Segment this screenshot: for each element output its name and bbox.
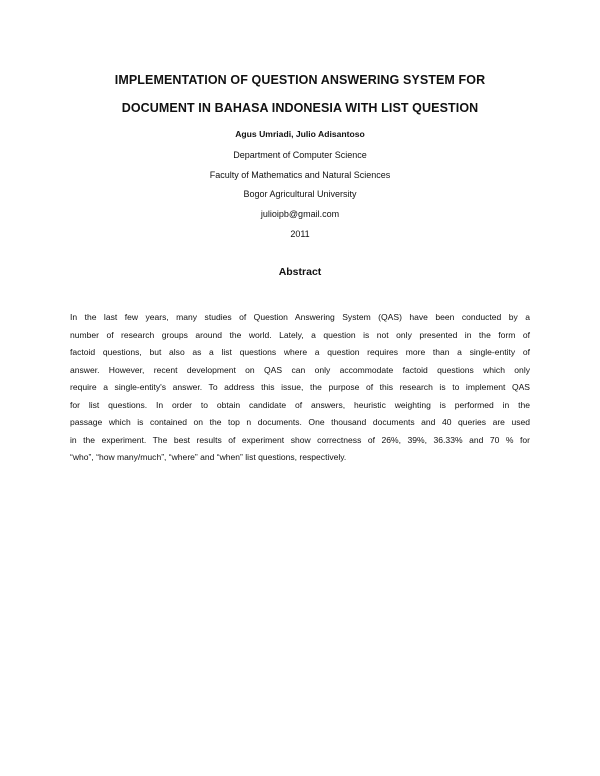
abstract-line: passage which is contained on the top n documents. One thousand documents and 40 queries are used — [70, 417, 530, 427]
abstract-body — [70, 309, 530, 467]
abstract-heading: Abstract — [278, 266, 322, 278]
abstract-line: answer. However, recent development on QAS can only accommodate factoid questions which only — [70, 364, 530, 375]
abstract-line: “who”, “how many/much”, “where” and “when” list questions, respectively. — [70, 452, 347, 462]
abstract-line: for list questions. In order to obtain candidate of answers, heuristic weighting is performed in the — [70, 399, 530, 410]
year: 2011 — [290, 229, 310, 239]
faculty: Faculty of Mathematics and Natural Sciences — [209, 170, 391, 180]
department: Department of Computer Science — [233, 150, 367, 160]
abstract-line: In the last few years, many studies of Question Answering System (QAS) have been conducted by a — [70, 312, 530, 322]
abstract-line: in the experiment. The best results of experiment show correctness of 26%, 39%, 36.33% and 70 % for — [70, 434, 530, 445]
abstract-line: number of research groups around the world. Lately, a question is not only presented in the form of — [70, 329, 530, 340]
abstract-line: factoid questions, but also as a list questions where a question requires more than a single-entity of — [70, 347, 530, 357]
authors: Agus Umriadi, Julio Adisantoso — [235, 129, 365, 139]
abstract-line: require a single-entity's answer. To address this issue, the purpose of this research is to implement QAS — [70, 382, 530, 392]
paper-title-line-2: DOCUMENT IN BAHASA INDONESIA WITH LIST QUESTION — [121, 101, 479, 115]
paper-title-line-1: IMPLEMENTATION OF QUESTION ANSWERING SYSTEM FOR — [114, 73, 486, 87]
email: julioipb@gmail.com — [260, 209, 340, 219]
university: Bogor Agricultural University — [243, 189, 357, 199]
